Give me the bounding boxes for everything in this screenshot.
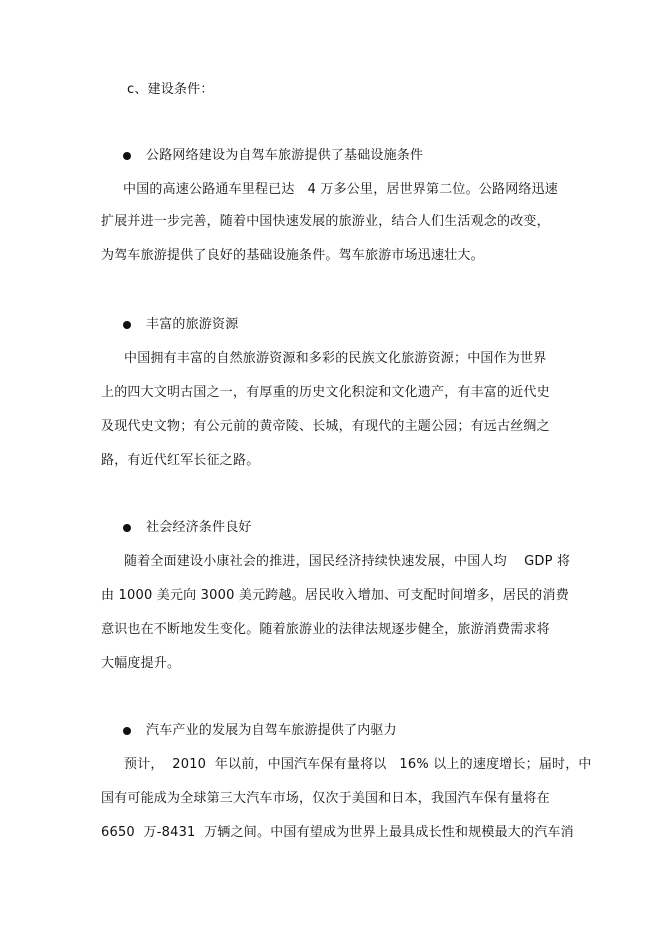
bullet-icon xyxy=(123,152,131,160)
paragraph-line: 中国的高速公路通车里程已达 4 万多公里，居世界第二位。公路网络迅速 xyxy=(123,182,559,197)
paragraph-line: 大幅度提升。 xyxy=(101,656,181,671)
paragraph-line: 6650 万-8431 万辆之间。中国有望成为世界上最具成长性和规模最大的汽车消 xyxy=(101,825,574,840)
bullet-title: 公路网络建设为自驾车旅游提供了基础设施条件 xyxy=(146,148,424,163)
bullet-icon xyxy=(123,321,131,329)
paragraph-line: 由 1000 美元向 3000 美元跨越。居民收入增加、可支配时间增多，居民的消费 xyxy=(101,588,569,603)
bullet-title: 丰富的旅游资源 xyxy=(146,317,239,332)
paragraph-line: 意识也在不断地发生变化。随着旅游业的法律法规逐步健全，旅游消费需求将 xyxy=(101,622,550,637)
paragraph-line: 上的四大文明古国之一，有厚重的历史文化积淀和文化遗产，有丰富的近代史 xyxy=(101,385,550,400)
paragraph-line: 路，有近代红军长征之路。 xyxy=(101,453,260,468)
bullet-icon xyxy=(123,727,131,735)
paragraph-line: 为驾车旅游提供了良好的基础设施条件。驾车旅游市场迅速壮大。 xyxy=(101,248,484,263)
paragraph-line: 中国拥有丰富的自然旅游资源和多彩的民族文化旅游资源；中国作为世界 xyxy=(124,351,547,366)
paragraph-line: 随着全面建设小康社会的推进，国民经济持续快速发展，中国人均 GDP 将 xyxy=(124,554,571,569)
bullet-title: 汽车产业的发展为自驾车旅游提供了内驱力 xyxy=(146,723,397,738)
paragraph-line: 预计， 2010 年以前，中国汽车保有量将以 16% 以上的速度增长；届时，中 xyxy=(124,757,592,772)
paragraph-line: 及现代史文物；有公元前的黄帝陵、长城，有现代的主题公园；有远古丝绸之 xyxy=(101,419,550,434)
section-heading: c、建设条件： xyxy=(127,82,214,97)
bullet-title: 社会经济条件良好 xyxy=(146,520,252,535)
bullet-icon xyxy=(123,524,131,532)
paragraph-line: 国有可能成为全球第三大汽车市场，仅次于美国和日本，我国汽车保有量将在 xyxy=(101,791,550,806)
paragraph-line: 扩展并进一步完善，随着中国快速发展的旅游业，结合人们生活观念的改变， xyxy=(101,214,550,229)
